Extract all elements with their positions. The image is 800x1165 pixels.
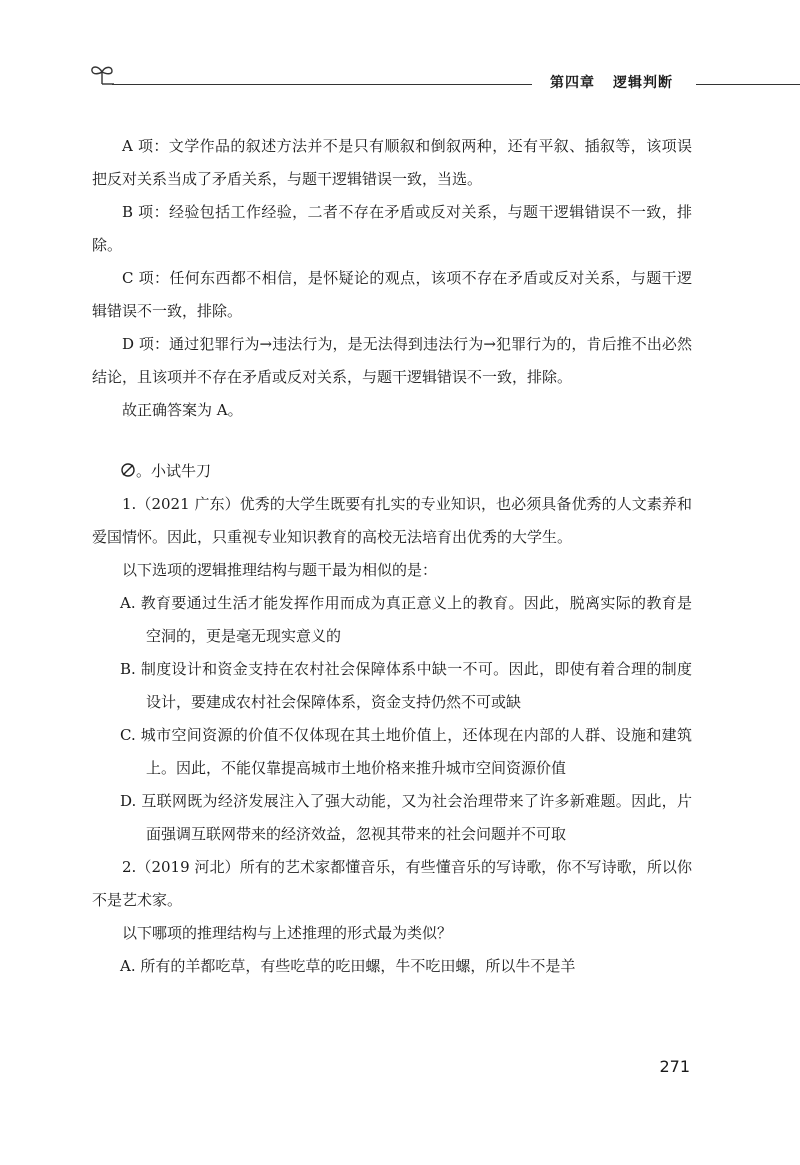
page-body: [92, 130, 692, 983]
chapter-name: 逻辑判断: [613, 75, 673, 91]
practice-heading-text: 。小试牛刀: [136, 462, 212, 480]
question-1-option-b: B. 制度设计和资金支持在农村社会保障体系中缺一不可。因此，即使有着合理的制度设计，要建成农村社会保障体系，资金支持仍然不可或缺: [120, 660, 692, 711]
sprout-icon: [88, 62, 118, 90]
analysis-option-d: D 项：通过犯罪行为→违法行为，是无法得到违法行为→犯罪行为的，肯后推不出必然结论，且该项并不存在矛盾或反对关系，与题干逻辑错误不一致，排除。: [92, 335, 692, 386]
chapter-title: [550, 72, 673, 92]
header-rule-right: [696, 84, 800, 85]
question-1-stem: 1.（2021 广东）优秀的大学生既要有扎实的专业知识，也必须具备优秀的人文素养和爱国情怀。因此，只重视专业知识教育的高校无法培育出优秀的大学生。: [92, 495, 692, 546]
pencil-circle-icon: [120, 462, 136, 478]
question-1-option-d: D. 互联网既为经济发展注入了强大动能，又为社会治理带来了许多新难题。因此，片面强调互联网带来的经济效益，忽视其带来的社会问题并不可取: [120, 792, 692, 843]
question-1-option-c: C. 城市空间资源的价值不仅体现在其土地价值上，还体现在内部的人群、设施和建筑上。因此，不能仅靠提高城市土地价格来推升城市空间资源价值: [120, 726, 692, 777]
analysis-option-c: C 项：任何东西都不相信，是怀疑论的观点，该项不存在矛盾或反对关系，与题干逻辑错误不一致，排除。: [92, 269, 692, 320]
correct-answer: 故正确答案为 A。: [122, 401, 243, 419]
question-1-prompt: 以下选项的逻辑推理结构与题干最为相似的是：: [122, 561, 438, 579]
question-2-stem: 2.（2019 河北）所有的艺术家都懂音乐，有些懂音乐的写诗歌，你不写诗歌，所以你不是艺术家。: [92, 858, 692, 909]
header-rule-left: [112, 84, 532, 85]
question-2-prompt: 以下哪项的推理结构与上述推理的形式最为类似？: [122, 924, 453, 942]
question-2-option-a: A. 所有的羊都吃草，有些吃草的吃田螺，牛不吃田螺，所以牛不是羊: [120, 957, 576, 975]
page-header: [88, 62, 728, 98]
practice-heading: [92, 455, 692, 488]
analysis-option-a: A 项：文学作品的叙述方法并不是只有顺叙和倒叙两种，还有平叙、插叙等，该项误把反对关系当成了矛盾关系，与题干逻辑错误一致，当选。: [92, 137, 692, 188]
page-number: 271: [659, 1057, 690, 1076]
chapter-number: 第四章: [550, 75, 595, 91]
analysis-option-b: B 项：经验包括工作经验，二者不存在矛盾或反对关系，与题干逻辑错误不一致，排除。: [92, 203, 692, 254]
question-1-option-a: A. 教育要通过生活才能发挥作用而成为真正意义上的教育。因此，脱离实际的教育是空洞的，更是毫无现实意义的: [120, 594, 692, 645]
